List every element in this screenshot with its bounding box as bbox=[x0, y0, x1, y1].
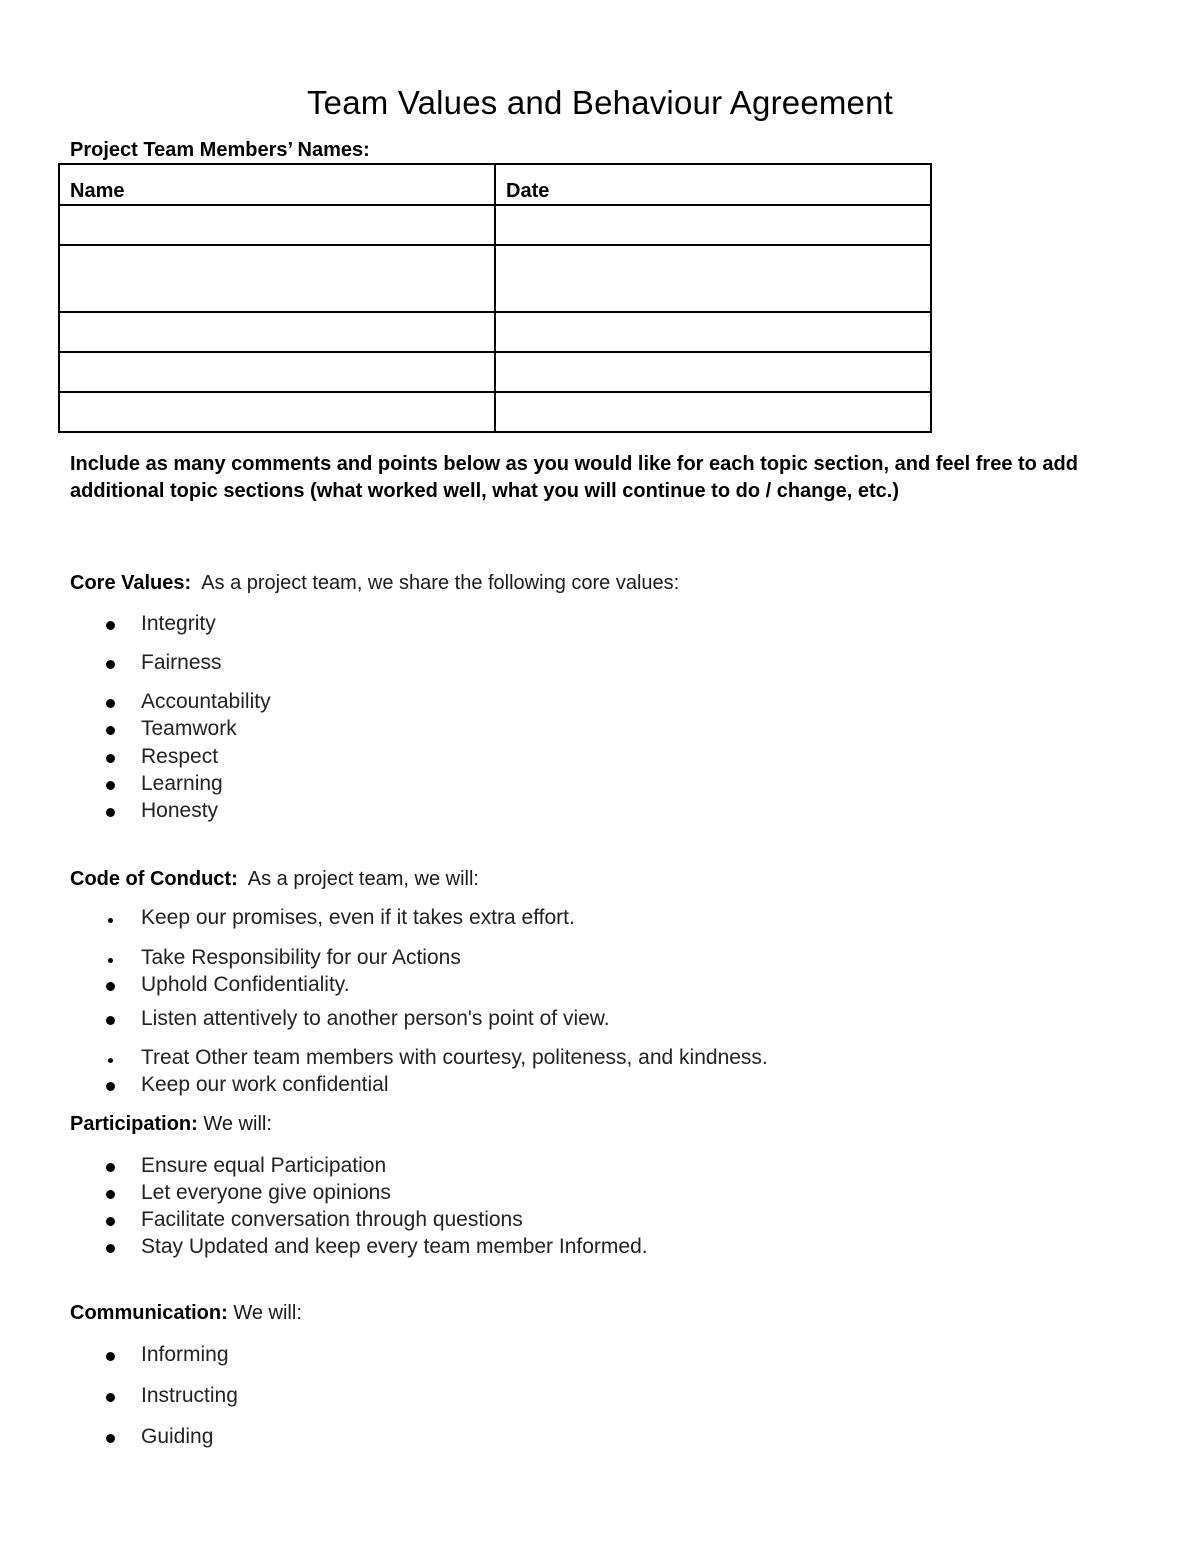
conduct-item-text: Keep our work confidential bbox=[141, 1073, 389, 1096]
core-value-text: Accountability bbox=[141, 690, 271, 713]
date-cell[interactable] bbox=[495, 205, 931, 245]
bullet-icon bbox=[106, 982, 115, 991]
core-value-text: Honesty bbox=[141, 799, 219, 822]
core-values-label: Core Values: bbox=[70, 572, 192, 594]
communication-heading bbox=[70, 1302, 302, 1325]
bullet-icon bbox=[106, 1244, 115, 1253]
bullet-icon bbox=[106, 808, 115, 817]
bullet-icon bbox=[106, 1352, 115, 1361]
core-values-heading bbox=[70, 572, 679, 595]
participation-item-text: Ensure equal Participation bbox=[141, 1154, 387, 1177]
bullet-icon bbox=[106, 1217, 115, 1226]
date-cell[interactable] bbox=[495, 245, 931, 312]
column-header-name: Name bbox=[59, 164, 495, 205]
name-cell[interactable] bbox=[59, 312, 495, 352]
participation-heading bbox=[70, 1113, 272, 1136]
instructions-text: Include as many comments and points below as you would like for each topic section, and feel free to add additional topic sections (what worked well, what you will continue to do / change, etc.) bbox=[70, 453, 1078, 502]
communication-item-text: Guiding bbox=[141, 1425, 214, 1448]
members-table bbox=[58, 163, 932, 433]
participation-text: We will: bbox=[203, 1113, 272, 1135]
communication-item-text: Instructing bbox=[141, 1384, 238, 1407]
bullet-icon bbox=[106, 699, 115, 708]
communication-item-text: Informing bbox=[141, 1343, 229, 1366]
communication-label: Communication: bbox=[70, 1302, 228, 1324]
core-value-text: Fairness bbox=[141, 651, 222, 674]
bullet-icon bbox=[106, 621, 115, 630]
core-value-text: Learning bbox=[141, 772, 223, 795]
bullet-icon bbox=[108, 958, 113, 963]
table-row bbox=[59, 312, 931, 352]
name-cell[interactable] bbox=[59, 205, 495, 245]
participation-item-text: Facilitate conversation through questions bbox=[141, 1208, 523, 1231]
bullet-icon bbox=[106, 660, 115, 669]
conduct-item-text: Take Responsibility for our Actions bbox=[141, 946, 461, 969]
communication-text: We will: bbox=[233, 1302, 302, 1324]
participation-label: Participation: bbox=[70, 1113, 198, 1135]
table-row bbox=[59, 352, 931, 392]
table-row bbox=[59, 205, 931, 245]
participation-item-text: Stay Updated and keep every team member Informed. bbox=[141, 1235, 648, 1258]
bullet-icon bbox=[106, 1082, 115, 1091]
core-value-text: Integrity bbox=[141, 612, 216, 635]
bullet-icon bbox=[108, 918, 113, 923]
conduct-item-text: Listen attentively to another person's point of view. bbox=[141, 1007, 610, 1030]
members-table-header bbox=[59, 164, 931, 205]
name-cell[interactable] bbox=[59, 352, 495, 392]
core-value-text: Teamwork bbox=[141, 717, 237, 740]
table-row bbox=[59, 392, 931, 432]
date-cell[interactable] bbox=[495, 312, 931, 352]
code-of-conduct-label: Code of Conduct: bbox=[70, 868, 238, 890]
name-cell[interactable] bbox=[59, 245, 495, 312]
bullet-icon bbox=[106, 754, 115, 763]
column-header-date: Date bbox=[495, 164, 931, 205]
code-of-conduct-heading bbox=[70, 868, 479, 891]
bullet-icon bbox=[106, 1190, 115, 1199]
members-label: Project Team Members’ Names: bbox=[70, 139, 370, 161]
table-row bbox=[59, 245, 931, 312]
bullet-icon bbox=[106, 1163, 115, 1172]
bullet-icon bbox=[106, 1434, 115, 1443]
bullet-icon bbox=[106, 1016, 115, 1025]
core-value-text: Respect bbox=[141, 745, 219, 768]
bullet-icon bbox=[106, 726, 115, 735]
name-cell[interactable] bbox=[59, 392, 495, 432]
code-of-conduct-text: As a project team, we will: bbox=[247, 868, 479, 890]
bullet-icon bbox=[106, 1393, 115, 1402]
conduct-item-text: Uphold Confidentiality. bbox=[141, 973, 350, 996]
bullet-icon bbox=[108, 1058, 113, 1063]
date-cell[interactable] bbox=[495, 352, 931, 392]
page-title: Team Values and Behaviour Agreement bbox=[306, 84, 894, 121]
conduct-item-text: Keep our promises, even if it takes extra effort. bbox=[141, 906, 575, 929]
participation-item-text: Let everyone give opinions bbox=[141, 1181, 391, 1204]
date-cell[interactable] bbox=[495, 392, 931, 432]
core-values-text: As a project team, we share the following core values: bbox=[201, 572, 680, 594]
bullet-icon bbox=[106, 781, 115, 790]
conduct-item-text: Treat Other team members with courtesy, politeness, and kindness. bbox=[141, 1046, 768, 1069]
